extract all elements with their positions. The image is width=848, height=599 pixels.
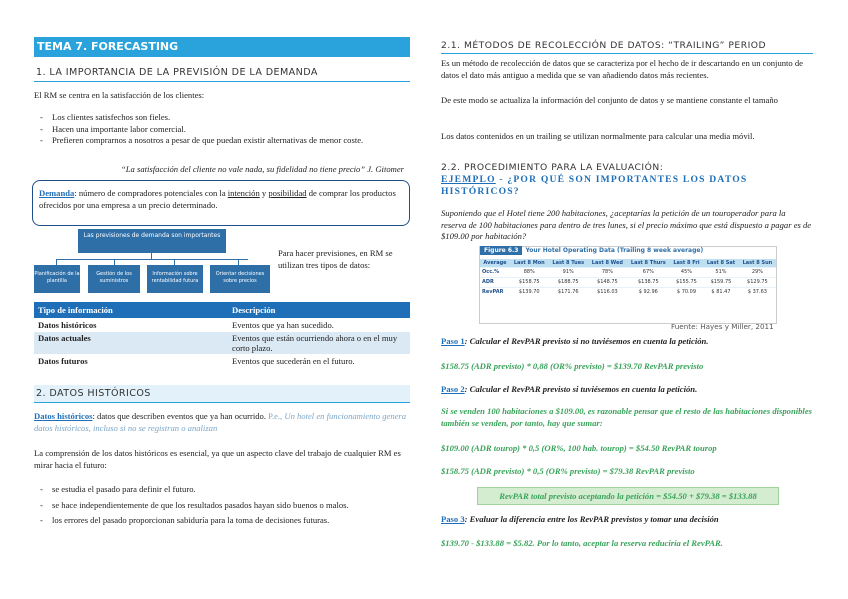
definition-term: Demanda [39,188,75,198]
table-row: Datos históricos Eventos que ya han sucedido. [34,319,410,332]
example-scenario: Suponiendo que el Hotel tiene 200 habitaciones, ¿aceptarías la petición de un touroperador para la reserva de 100 habitaciones para dentro de tres lunes, si el precio máximo que está dispuesto a pagar es de $109.00 por habitación? [441,208,812,241]
diagram-caption: Para hacer previsiones, en RM se utilizan tres tipos de datos: [278,248,393,270]
figure-table: Average Last 8 Mon Last 8 Tues Last 8 Wed Last 8 Thurs Last 8 Fri Last 8 Sat Last 8 Sun Occ.% 88% 91% 78% 67% 45% 51% 29% ADR $158.75 $188.75 $148.75 $138.75 $155.75 $159.75 $129.75 RevPAR $139.70 $171.76 $116.03 $ 92.96 $ 70.09 $ 81.47 $ 37.63 [480,259,776,297]
example-heading: EJEMPLO - ¿POR QUÉ SON IMPORTANTES LOS DATOS HISTÓRICOS? [441,174,748,197]
definition-term: Datos históricos [34,411,93,421]
diagram-node: Orientar decisiones sobre precios [210,265,270,293]
page-title: TEMA 7. FORECASTING [34,37,410,57]
intro-text: El RM se centra en la satisfacción de los clientes: [34,90,205,100]
table-row: RevPAR $139.70 $171.76 $116.03 $ 92.96 $ 70.09 $ 81.47 $ 37.63 [480,288,776,298]
table-row: Datos futuros Eventos que sucederán en el futuro. [34,355,410,368]
list-item: - se estudia el pasado para definir el futuro. [34,484,406,496]
total-revpar-box: RevPAR total previsto aceptando la petición = $54.50 + $79.38 = $133.88 [477,487,779,505]
calc-5: $139.70 - $133.88 = $5.82. Por lo tanto, aceptar la reserva reduciría el RevPAR. [441,538,723,548]
table-header: Tipo de información [34,302,228,319]
data-types-table [34,302,410,367]
list-item: - Los clientes satisfechos son fieles. [34,112,406,124]
list-item: - se hace independientemente de que los resultados pasados hayan sido buenos o malos. [34,500,406,512]
diagram-node: Gestión de los suministros [88,265,140,293]
satisfaction-list [34,112,406,147]
section-heading-2-2: 2.2. PROCEDIMIENTO PARA LA EVALUACIÓN: [441,162,664,173]
table-row: Datos actuales Eventos que están ocurriendo ahora o en el muy corto plazo. [34,332,410,355]
step-2: Paso 2: Calcular el RevPAR previsto si tuviésemos en cuenta la petición. [441,384,698,394]
diagram-root-node: Las previsiones de demanda son importantes [78,229,226,253]
diagram-node: Planificación de la plantilla [34,265,80,293]
table-row: Occ.% 88% 91% 78% 67% 45% 51% 29% [480,268,776,278]
figure-title: Your Hotel Operating Data (Trailing 8 week average) [525,247,704,254]
table-row: ADR $158.75 $188.75 $148.75 $138.75 $155.75 $159.75 $129.75 [480,278,776,288]
section-heading-2: 2. DATOS HISTÓRICOS [34,385,410,403]
calc-4: $158.75 (ADR previsto) * 0,5 (OR% previsto) = $79.38 RevPAR previsto [441,466,695,476]
section-heading-1: 1. LA IMPORTANCIA DE LA PREVISIÓN DE LA DEMANDA [34,64,410,82]
diagram-node: Información sobre rentabilidad futura [147,265,203,293]
forecast-importance-diagram [34,229,274,295]
list-item: - Hacen una importante labor comercial. [34,124,406,136]
trailing-usage: Los datos contenidos en un trailing se utilizan normalmente para calcular una media móvil. [441,131,755,141]
calc-3: $109.00 (ADR tourop) * 0,5 (OR%, 100 hab. tourop) = $54.50 RevPAR tourop [441,443,717,453]
step-3: Paso 3: Evaluar la diferencia entre los RevPAR previstos y tomar una decisión [441,514,719,524]
section-heading-2-1: 2.1. MÉTODOS DE RECOLECCIÓN DE DATOS: “TRAILING” PERIOD [441,38,813,54]
trailing-paragraph: De este modo se actualiza la información del conjunto de datos y se mantiene constante el tamaño [441,95,778,105]
quote: “La satisfacción del cliente no vale nada, su fidelidad no tiene precio” J. Gitomer [121,164,404,174]
list-item: - los errores del pasado proporcionan sabiduría para la toma de decisiones futuras. [34,515,406,527]
calc-1: $158.75 (ADR previsto) * 0,88 (OR% previsto) = $139.70 RevPAR previsto [441,361,704,371]
calc-2: Si se venden 100 habitaciones a $109.00, es razonable pensar que el resto de las habitaciones disponibles también se venden, por tanto, hay que sumar: [441,406,812,428]
figure-source: Fuente: Hayes y Miller, 2011 [671,322,774,331]
definition-box: Demanda: número de compradores potenciales con la intención y posibilidad de comprar los productos ofrecidos por una empresa a un precio determinado. [32,180,410,226]
historical-list [34,484,406,527]
step-1: Paso 1: Calcular el RevPAR previsto si no tuviésemos en cuenta la petición. [441,336,709,346]
historical-definition: Datos históricos: datos que describen eventos que ya han ocurrido. P.e., Un hotel en funcionamiento genera datos históricos, incluso si no se registran o analizan [34,411,407,433]
figure-tag: Figure 6.3 [480,246,522,255]
hotel-operating-figure [479,246,777,324]
historical-paragraph: La comprensión de los datos históricos es esencial, ya que un aspecto clave del trabajo de cualquier RM es mirar hacia el futuro: [34,448,401,470]
list-item: - Prefieren comprarnos a nosotros a pesar de que puedan existir alternativas de menor coste. [34,135,406,147]
table-header: Descripción [228,302,410,319]
trailing-definition: Es un método de recolección de datos que se caracteriza por el hecho de ir descartando en un conjunto de datos el dato más antiguo a medida que se van añadiendo datos más recientes. [441,58,803,80]
